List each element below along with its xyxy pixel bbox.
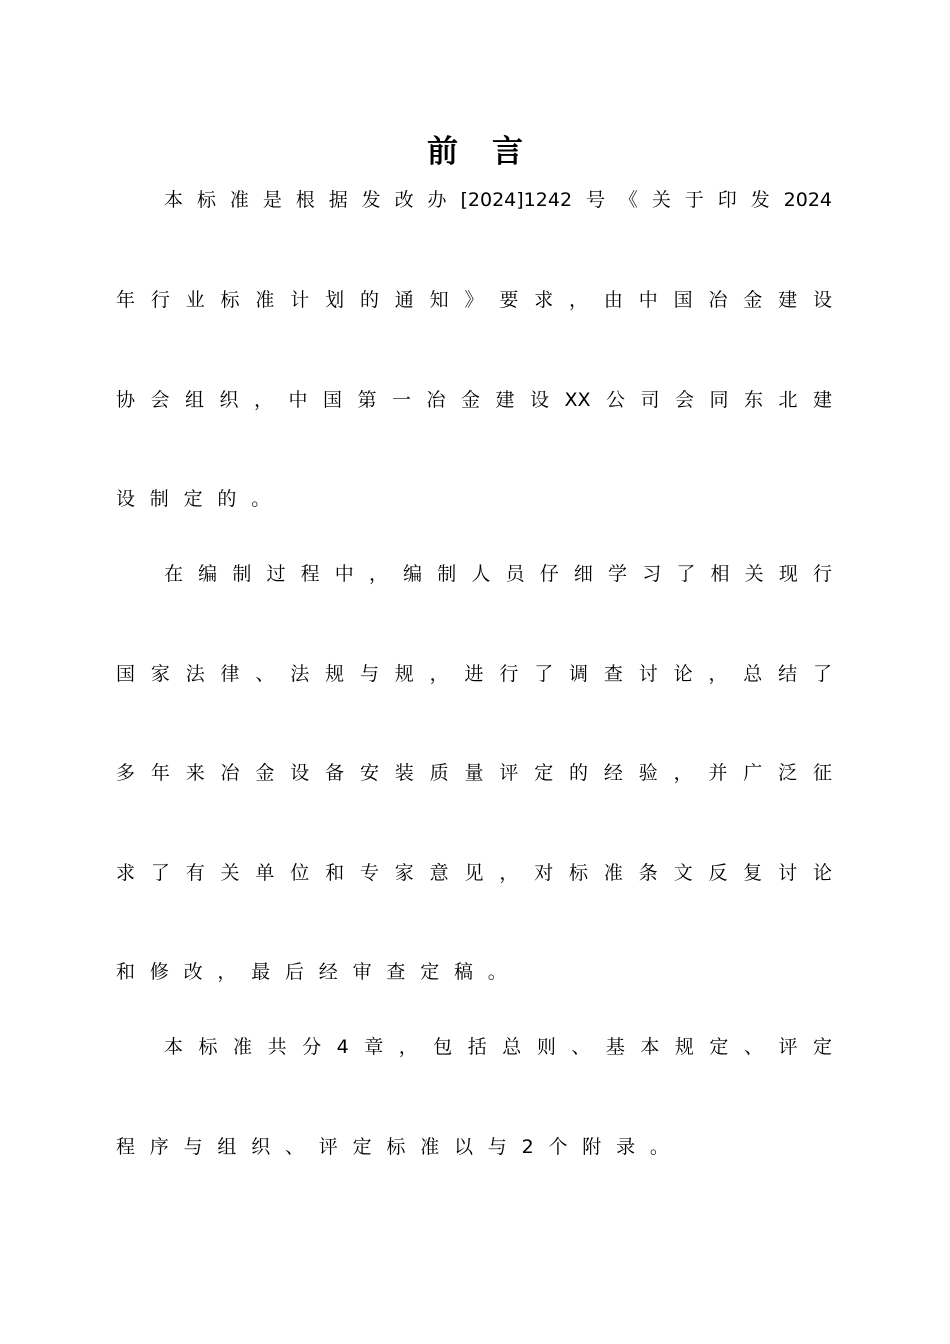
paragraph-line: 国家法律、法规与规，进行了调查讨论，总结了 — [116, 663, 832, 685]
paragraph-line: 和修改，最后经审查定稿。 — [116, 961, 522, 983]
paragraph-line: 年行业标准计划的通知》要求，由中国冶金建设 — [116, 289, 832, 311]
paragraph-line: 协会组织，中国第一冶金建设XX公司会同东北建 — [116, 389, 832, 411]
paragraph-line: 在编制过程中，编制人员仔细学习了相关现行 — [164, 563, 832, 585]
page-title: 前言 — [427, 134, 557, 170]
paragraph-line: 设制定的。 — [116, 488, 286, 510]
paragraph-line: 本标准共分4章，包括总则、基本规定、评定 — [164, 1036, 832, 1058]
paragraph-line: 本标准是根据发改办[2024]1242号《关于印发2024 — [164, 189, 832, 211]
paragraph-line: 多年来冶金设备安装质量评定的经验，并广泛征 — [116, 762, 832, 784]
paragraph-line: 程序与组织、评定标准以与2个附录。 — [116, 1136, 684, 1158]
paragraph-line: 求了有关单位和专家意见，对标准条文反复讨论 — [116, 862, 832, 884]
